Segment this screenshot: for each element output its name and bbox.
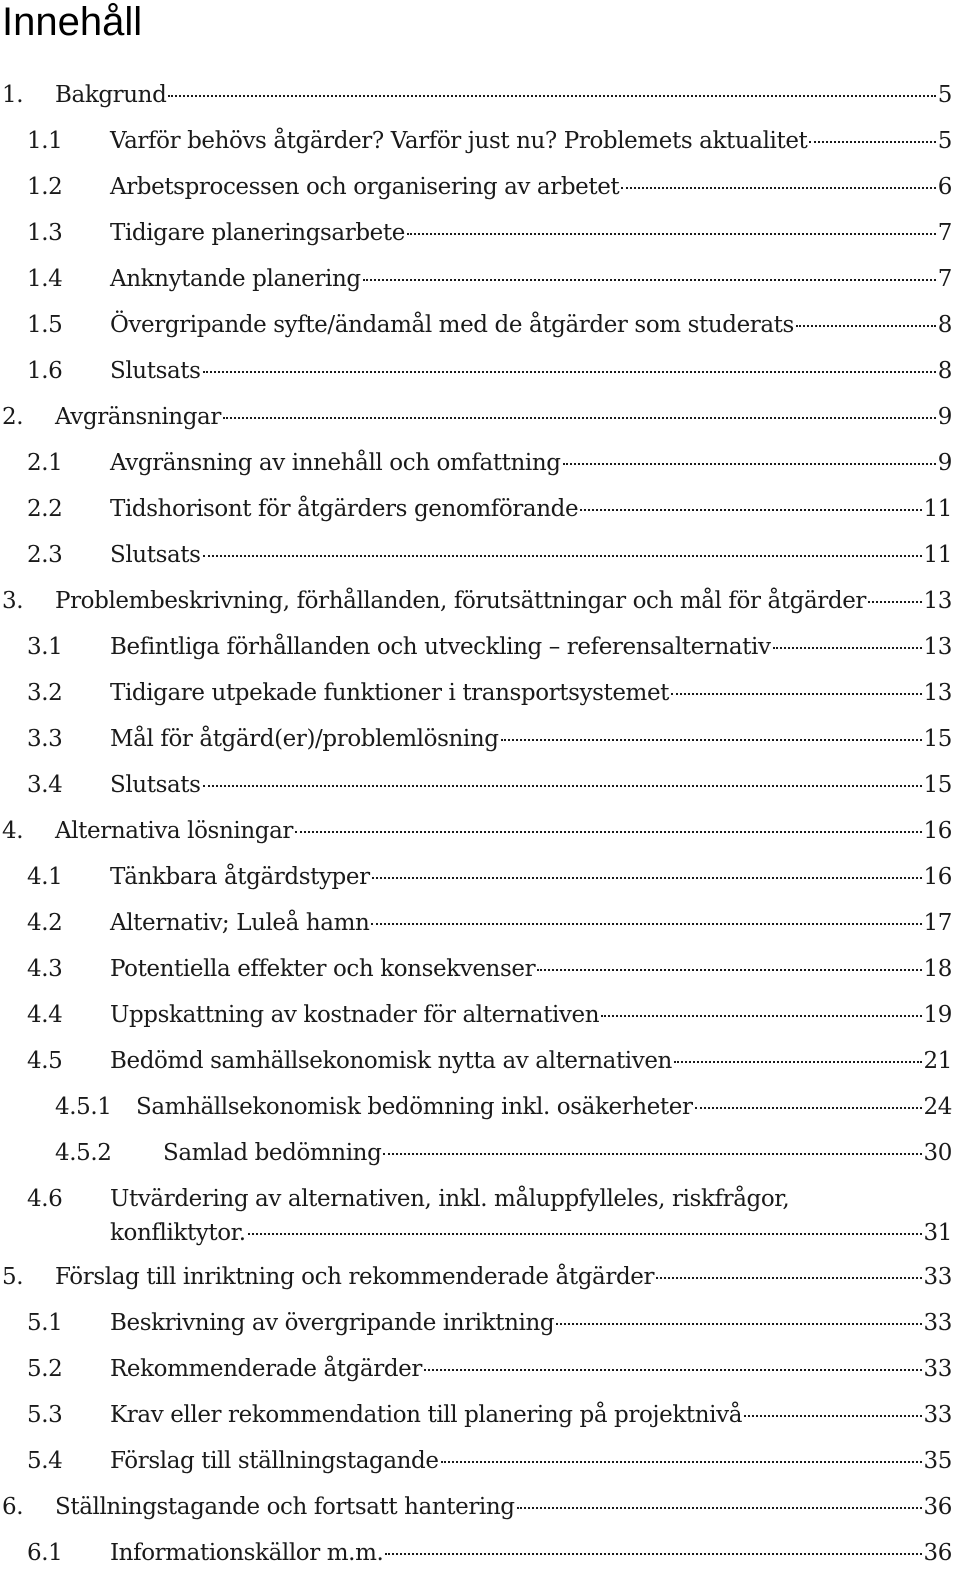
dot-leader — [371, 923, 921, 925]
toc-entry-page: 13 — [923, 634, 952, 660]
toc-entry[interactable] — [0, 164, 960, 210]
toc-entry-title: Problembeskrivning, förhållanden, förutsättningar och mål för åtgärder — [55, 588, 867, 614]
toc-entry[interactable] — [0, 1438, 960, 1484]
dot-leader — [203, 785, 922, 787]
toc-entry-title: Tidigare utpekade funktioner i transportsystemet — [110, 680, 670, 706]
table-of-contents — [0, 72, 960, 1576]
toc-entry-page: 6 — [937, 174, 952, 200]
toc-entry-page: 8 — [937, 358, 952, 384]
toc-entry-page: 7 — [937, 266, 952, 292]
dot-leader — [385, 1553, 921, 1555]
dot-leader — [868, 601, 922, 603]
toc-entry[interactable] — [0, 1176, 960, 1254]
dot-leader — [203, 371, 936, 373]
toc-entry-title: Rekommenderade åtgärder — [110, 1356, 422, 1382]
toc-entry-page: 11 — [923, 496, 952, 522]
toc-entry-title: Informationskällor m.m. — [110, 1540, 384, 1566]
toc-entry-number: 1.5 — [27, 312, 63, 338]
toc-entry-title: Tidigare planeringsarbete — [110, 220, 405, 246]
toc-entry-page: 36 — [923, 1494, 952, 1520]
toc-entry-number: 6.1 — [27, 1540, 63, 1566]
toc-entry-number: 1.3 — [27, 220, 63, 246]
toc-entry-number: 1.1 — [27, 128, 63, 154]
toc-entry-title: Potentiella effekter och konsekvenser — [110, 956, 536, 982]
toc-entry[interactable] — [0, 440, 960, 486]
toc-entry[interactable] — [0, 1254, 960, 1300]
toc-entry-number: 4.6 — [27, 1186, 63, 1212]
toc-entry-number: 1. — [2, 82, 24, 108]
toc-entry[interactable] — [0, 716, 960, 762]
toc-entry-title: Arbetsprocessen och organisering av arbetet — [110, 174, 620, 200]
toc-entry-title: Uppskattning av kostnader för alternativen — [110, 1002, 600, 1028]
dot-leader — [372, 877, 922, 879]
dot-leader — [383, 1153, 921, 1155]
dot-leader — [773, 647, 922, 649]
toc-entry[interactable] — [0, 118, 960, 164]
toc-entry[interactable] — [0, 946, 960, 992]
toc-entry[interactable] — [0, 1346, 960, 1392]
toc-entry[interactable] — [0, 1084, 960, 1130]
toc-entry-number: 4.1 — [27, 864, 63, 890]
dot-leader — [671, 693, 922, 695]
toc-entry-page: 24 — [923, 1094, 952, 1120]
toc-entry-title: Förslag till inriktning och rekommenderade åtgärder — [55, 1264, 655, 1290]
toc-entry-title: Ställningstagande och fortsatt hantering — [55, 1494, 515, 1520]
toc-entry-page: 36 — [923, 1540, 952, 1566]
toc-entry[interactable] — [0, 256, 960, 302]
dot-leader — [203, 555, 922, 557]
dot-leader — [563, 463, 936, 465]
toc-entry-number: 3. — [2, 588, 24, 614]
toc-entry-page: 16 — [923, 818, 952, 844]
toc-entry[interactable] — [0, 1300, 960, 1346]
toc-entry-title: Slutsats — [110, 772, 201, 798]
toc-entry[interactable] — [0, 1038, 960, 1084]
toc-entry-page: 11 — [923, 542, 952, 568]
toc-entry-title: Samlad bedömning — [163, 1140, 382, 1166]
dot-leader — [363, 279, 936, 281]
toc-entry-number: 1.4 — [27, 266, 63, 292]
toc-entry[interactable] — [0, 394, 960, 440]
toc-entry-title: Samhällsekonomisk bedömning inkl. osäkerheter — [136, 1094, 693, 1120]
toc-entry-title: Förslag till ställningstagande — [110, 1448, 439, 1474]
toc-entry-page: 18 — [923, 956, 952, 982]
toc-entry[interactable] — [0, 348, 960, 394]
toc-entry[interactable] — [0, 1392, 960, 1438]
dot-leader — [517, 1507, 922, 1509]
toc-entry-title: Beskrivning av övergripande inriktning — [110, 1310, 555, 1336]
toc-entry-page: 15 — [923, 726, 952, 752]
toc-entry-title: Mål för åtgärd(er)/problemlösning — [110, 726, 499, 752]
toc-entry-title: Övergripande syfte/ändamål med de åtgärder som studerats — [110, 312, 794, 338]
dot-leader — [580, 509, 921, 511]
toc-entry-page: 30 — [923, 1140, 952, 1166]
toc-entry[interactable] — [0, 670, 960, 716]
toc-entry-number: 5.3 — [27, 1402, 63, 1428]
toc-entry-page: 9 — [937, 450, 952, 476]
toc-entry[interactable] — [0, 578, 960, 624]
toc-entry-page: 35 — [923, 1448, 952, 1474]
toc-entry-number: 5.2 — [27, 1356, 63, 1382]
toc-entry[interactable] — [0, 624, 960, 670]
toc-entry-number: 3.4 — [27, 772, 63, 798]
dot-leader — [295, 831, 922, 833]
toc-entry-page: 19 — [923, 1002, 952, 1028]
dot-leader — [248, 1233, 922, 1235]
toc-entry-number: 6. — [2, 1494, 24, 1520]
toc-entry-title: Tidshorisont för åtgärders genomförande — [110, 496, 579, 522]
dot-leader — [407, 233, 936, 235]
toc-entry-number: 1.2 — [27, 174, 63, 200]
toc-entry-page: 15 — [923, 772, 952, 798]
toc-entry-number: 1.6 — [27, 358, 63, 384]
toc-entry-title: Alternativ; Luleå hamn — [110, 910, 370, 936]
toc-entry-title: Bedömd samhällsekonomisk nytta av alternativen — [110, 1048, 672, 1074]
toc-entry[interactable] — [0, 486, 960, 532]
toc-entry-number: 5. — [2, 1264, 24, 1290]
toc-entry-page: 21 — [923, 1048, 952, 1074]
toc-entry-number: 4.5.1 — [55, 1094, 112, 1120]
toc-entry-title: Slutsats — [110, 358, 201, 384]
toc-entry[interactable] — [0, 532, 960, 578]
toc-entry-number: 2. — [2, 404, 24, 430]
toc-entry[interactable] — [0, 302, 960, 348]
toc-entry[interactable] — [0, 1130, 960, 1176]
toc-entry-number: 4.3 — [27, 956, 63, 982]
toc-entry-title: Slutsats — [110, 542, 201, 568]
toc-entry-title: Tänkbara åtgärdstyper — [110, 864, 370, 890]
toc-entry-page: 5 — [937, 128, 952, 154]
toc-entry-number: 5.1 — [27, 1310, 63, 1336]
toc-entry-number: 4. — [2, 818, 24, 844]
toc-entry-number: 4.5 — [27, 1048, 63, 1074]
dot-leader — [796, 325, 936, 327]
toc-entry-page: 9 — [937, 404, 952, 430]
dot-leader — [695, 1107, 922, 1109]
toc-entry-page: 8 — [937, 312, 952, 338]
toc-entry-number: 5.4 — [27, 1448, 63, 1474]
toc-entry-number: 4.2 — [27, 910, 63, 936]
toc-entry-title: Anknytande planering — [110, 266, 361, 292]
toc-entry-page: 33 — [923, 1264, 952, 1290]
toc-entry-page: 33 — [923, 1356, 952, 1382]
dot-leader — [556, 1323, 921, 1325]
toc-entry-title: Alternativa lösningar — [55, 818, 293, 844]
toc-entry-number: 3.1 — [27, 634, 63, 660]
toc-entry[interactable] — [0, 762, 960, 808]
toc-entry-number: 4.5.2 — [55, 1140, 112, 1166]
toc-entry-page: 7 — [937, 220, 952, 246]
toc-entry[interactable] — [0, 808, 960, 854]
dot-leader — [424, 1369, 922, 1371]
toc-entry-number: 4.4 — [27, 1002, 63, 1028]
toc-entry-title: Krav eller rekommendation till planering på projektnivå — [110, 1402, 743, 1428]
dot-leader — [621, 187, 936, 189]
toc-entry-number: 2.1 — [27, 450, 63, 476]
toc-entry-title: Utvärdering av alternativen, inkl. måluppfylleles, riskfrågor, — [110, 1186, 790, 1212]
dot-leader — [601, 1015, 921, 1017]
toc-entry-number: 2.3 — [27, 542, 63, 568]
toc-entry-title-continued: konfliktytor. — [110, 1220, 246, 1246]
dot-leader — [168, 95, 935, 97]
toc-entry[interactable] — [0, 854, 960, 900]
toc-entry[interactable] — [0, 210, 960, 256]
toc-entry-page: 13 — [923, 588, 952, 614]
dot-leader — [744, 1415, 922, 1417]
dot-leader — [656, 1277, 921, 1279]
dot-leader — [674, 1061, 922, 1063]
toc-entry-number: 3.3 — [27, 726, 63, 752]
toc-entry-title: Avgränsningar — [55, 404, 221, 430]
toc-entry-number: 3.2 — [27, 680, 63, 706]
toc-entry-title: Avgränsning av innehåll och omfattning — [110, 450, 561, 476]
dot-leader — [223, 417, 936, 419]
toc-entry-page: 31 — [923, 1220, 952, 1246]
toc-entry-title: Bakgrund — [55, 82, 167, 108]
toc-entry-page: 16 — [923, 864, 952, 890]
dot-leader — [537, 969, 921, 971]
toc-entry[interactable] — [0, 900, 960, 946]
toc-entry-page: 17 — [923, 910, 952, 936]
toc-entry-title: Varför behövs åtgärder? Varför just nu? Problemets aktualitet — [110, 128, 808, 154]
toc-entry[interactable] — [0, 72, 960, 118]
toc-entry-title: Befintliga förhållanden och utveckling – referensalternativ — [110, 634, 771, 660]
toc-entry[interactable] — [0, 992, 960, 1038]
dot-leader — [809, 141, 935, 143]
toc-entry[interactable] — [0, 1530, 960, 1576]
dot-leader — [501, 739, 922, 741]
toc-entry[interactable] — [0, 1484, 960, 1530]
page-title: Innehåll — [2, 0, 143, 44]
toc-entry-page: 13 — [923, 680, 952, 706]
toc-entry-number: 2.2 — [27, 496, 63, 522]
toc-entry-page: 33 — [923, 1402, 952, 1428]
dot-leader — [441, 1461, 922, 1463]
toc-entry-page: 33 — [923, 1310, 952, 1336]
toc-entry-page: 5 — [937, 82, 952, 108]
